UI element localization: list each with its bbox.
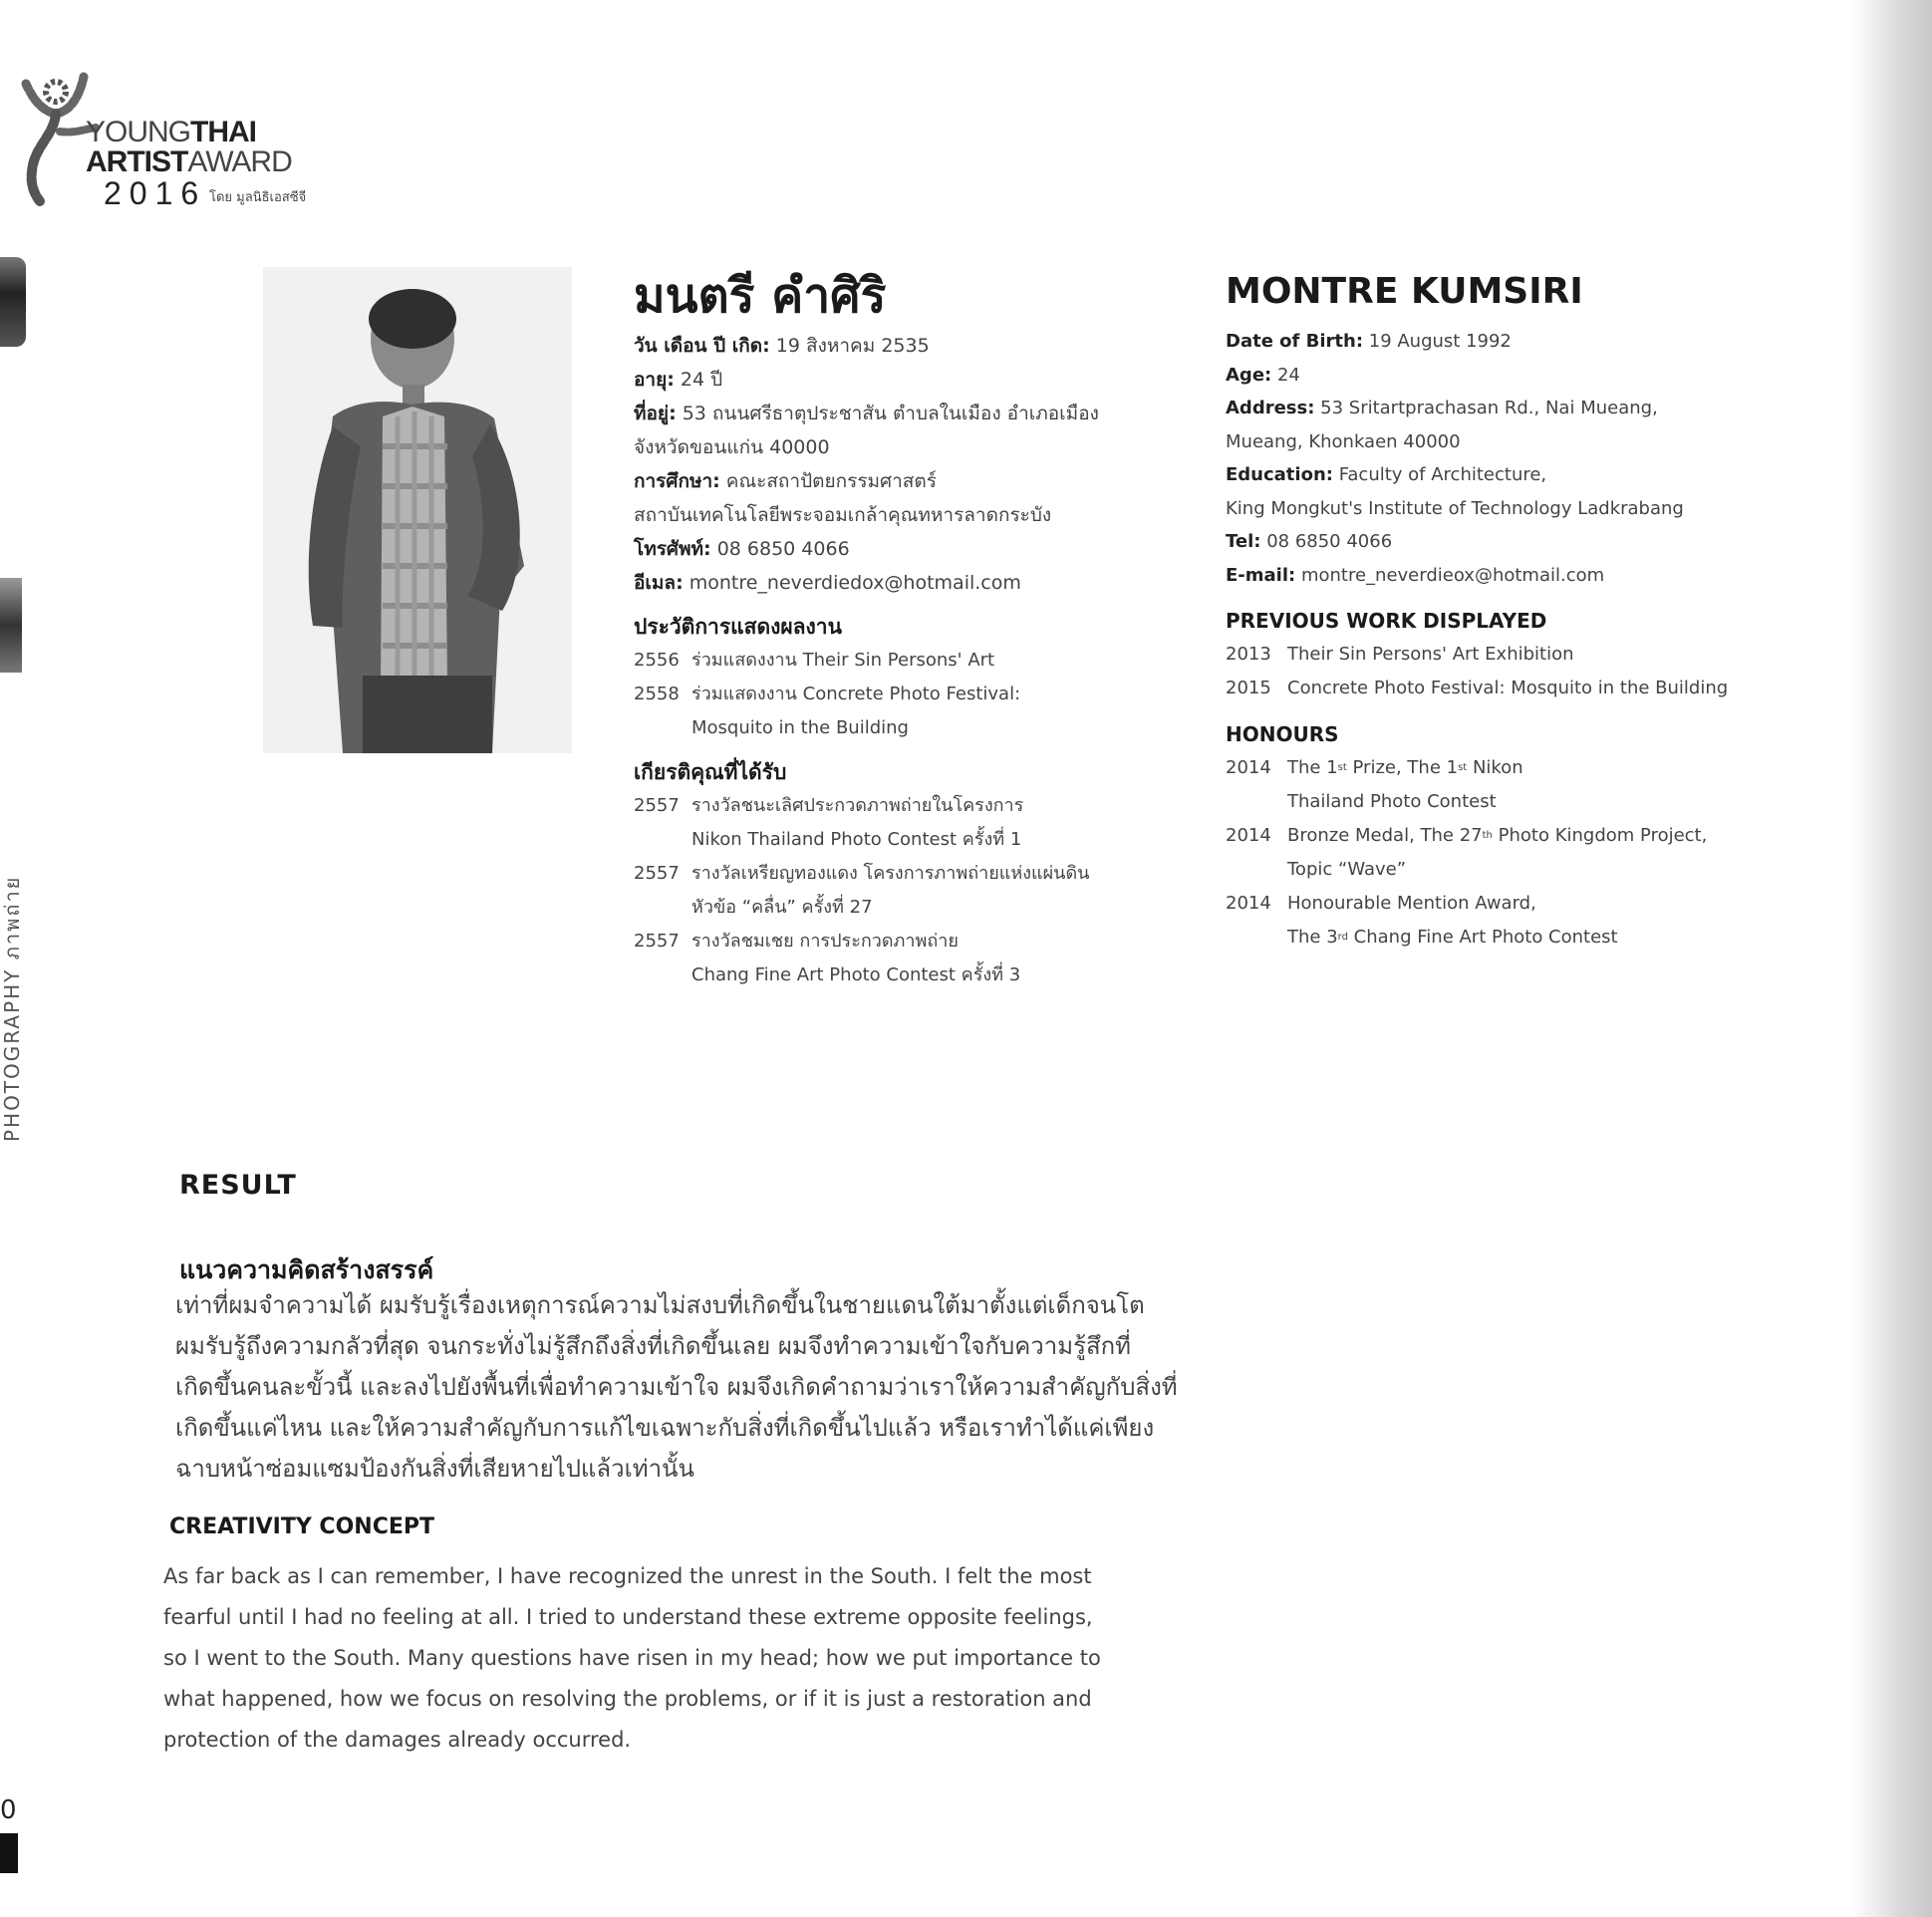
ordinal-suffix: st: [1458, 762, 1468, 773]
english-field-row: [1226, 425, 1823, 459]
work-year: 2015: [1226, 678, 1271, 698]
artist-name-thai: มนตรี คำศิริ: [634, 268, 887, 324]
work-item-continuation: [634, 711, 1192, 745]
field-value: montre_neverdiedox@hotmail.com: [683, 572, 1021, 594]
paragraph-line: ฉาบหน้าซ่อมแซมป้องกันสิ่งที่เสียหายไปแล้วเท่านั้น: [175, 1455, 694, 1483]
work-year: 2556: [634, 650, 680, 671]
page-gutter-shade: [1852, 0, 1932, 1917]
paragraph-line: what happened, how we focus on resolving the problems, or if it is just a restoration and: [163, 1687, 1092, 1711]
field-value: 08 6850 4066: [710, 538, 850, 560]
honour-item-continuation: [634, 958, 1192, 992]
honour-year: 2014: [1226, 757, 1271, 778]
honour-item-continuation: [634, 823, 1192, 857]
works-heading-thai: ประวัติการแสดงผลงาน: [634, 615, 842, 639]
field-label: E-mail:: [1226, 564, 1296, 586]
page-number: 0: [0, 1795, 17, 1825]
field-label: ที่อยู่:: [634, 403, 677, 424]
honour-text: Bronze Medal, The 27: [1287, 825, 1483, 846]
ordinal-suffix: th: [1482, 830, 1493, 841]
honour-text: หัวข้อ “คลื่น” ครั้งที่ 27: [691, 897, 873, 918]
work-text: ร่วมแสดงงาน Concrete Photo Festival:: [691, 684, 1021, 704]
concept-heading-english: CREATIVITY CONCEPT: [169, 1514, 434, 1539]
honour-text: The 1: [1287, 757, 1338, 778]
field-value: 19 August 1992: [1363, 331, 1512, 352]
honour-item: [1226, 887, 1823, 921]
result-heading: RESULT: [179, 1170, 297, 1201]
work-item: [634, 678, 1192, 711]
honour-item-continuation: [634, 891, 1192, 925]
work-year: 2013: [1226, 644, 1271, 665]
artist-portrait-photo: [263, 267, 572, 753]
thai-field-row: [634, 363, 1192, 397]
paragraph-line: fearful until I had no feeling at all. I tried to understand these extreme opposite feelings,: [163, 1605, 1093, 1629]
honour-text: The 3: [1287, 927, 1338, 948]
works-heading-english: PREVIOUS WORK DISPLAYED: [1226, 609, 1547, 633]
field-label: การศึกษา:: [634, 470, 720, 492]
work-text: ร่วมแสดงงาน Their Sin Persons' Art: [691, 650, 995, 671]
honours-heading-english: HONOURS: [1226, 722, 1339, 746]
honour-text: Prize, The 1: [1346, 757, 1459, 778]
field-value: Faculty of Architecture,: [1332, 464, 1547, 485]
field-value: 53 Sritartprachasan Rd., Nai Mueang,: [1314, 398, 1658, 418]
field-value: Mueang, Khonkaen 40000: [1226, 430, 1461, 452]
field-value: King Mongkut's Institute of Technology Ladkrabang: [1226, 497, 1684, 519]
honour-text: Nikon Thailand Photo Contest ครั้งที่ 1: [691, 829, 1022, 850]
honour-text: รางวัลเหรียญทองแดง โครงการภาพถ่ายแห่งแผ่นดิน: [691, 863, 1090, 884]
paragraph-line: so I went to the South. Many questions have risen in my head; how we put importance to: [163, 1646, 1101, 1670]
thai-field-row: [634, 329, 1192, 363]
honour-year: 2557: [634, 863, 680, 884]
field-label: Age:: [1226, 364, 1272, 386]
concept-heading-thai: แนวความคิดสร้างสรรค์: [179, 1255, 434, 1284]
artist-name-english: MONTRE KUMSIRI: [1226, 271, 1583, 312]
film-strip-fragment: [0, 578, 22, 673]
field-value: 53 ถนนศรีธาตุประชาสัน ตำบลในเมือง อำเภอเมือง: [676, 403, 1099, 424]
field-value: 19 สิงหาคม 2535: [769, 335, 930, 357]
paragraph-line: เกิดขึ้นแค่ไหน และให้ความสำคัญกับการแก้ไขเฉพาะกับสิ่งที่เกิดขึ้นไปแล้ว หรือเราทำได้แค่เพียง: [175, 1414, 1155, 1442]
honour-year: 2557: [634, 931, 680, 952]
paragraph-line: protection of the damages already occurred.: [163, 1728, 632, 1752]
field-label: Date of Birth:: [1226, 331, 1364, 352]
work-text: Mosquito in the Building: [691, 717, 909, 738]
english-field-row: [1226, 392, 1823, 425]
honour-text: Honourable Mention Award,: [1287, 893, 1536, 914]
english-field-row: [1226, 359, 1823, 393]
logo-line-young-thai: YOUNGTHAI: [86, 116, 257, 148]
work-text: Their Sin Persons' Art Exhibition: [1287, 644, 1574, 665]
concept-body-english: [163, 1556, 1230, 1761]
thai-field-row: [634, 430, 1192, 464]
honours-heading-thai: เกียรติคุณที่ได้รับ: [634, 760, 787, 784]
thai-field-row: [634, 397, 1192, 430]
section-side-label: PHOTOGRAPHY ภาพถ่าย: [0, 875, 24, 1142]
honour-text: Topic “Wave”: [1287, 859, 1407, 880]
honour-text: Chang Fine Art Photo Contest ครั้งที่ 3: [691, 964, 1021, 985]
work-item: [634, 644, 1192, 678]
thai-field-row: [634, 532, 1192, 566]
thai-profile-column: [634, 269, 1192, 992]
ordinal-suffix: rd: [1337, 932, 1348, 943]
field-value: 24: [1271, 364, 1300, 386]
page-marker-bar: [0, 1833, 18, 1873]
honour-item: [634, 925, 1192, 958]
english-field-row: [1226, 525, 1823, 559]
thai-field-row: [634, 464, 1192, 498]
logo-line-artist-award: ARTISTAWARD: [86, 145, 292, 178]
paragraph-line: As far back as I can remember, I have recognized the unrest in the South. I felt the most: [163, 1564, 1092, 1588]
thai-field-row: [634, 498, 1192, 532]
honour-item-continuation: [1226, 853, 1823, 887]
honour-item: [634, 789, 1192, 823]
honour-year: 2014: [1226, 825, 1271, 846]
english-field-row: [1226, 559, 1823, 593]
honour-item: [634, 857, 1192, 891]
field-value: จังหวัดขอนแก่น 40000: [634, 436, 830, 458]
honour-item-continuation: [1226, 785, 1823, 819]
honour-text: Photo Kingdom Project,: [1492, 825, 1708, 846]
honour-text: Thailand Photo Contest: [1287, 791, 1497, 812]
english-field-row: [1226, 325, 1823, 359]
work-item: [1226, 638, 1823, 672]
field-label: Education:: [1226, 464, 1333, 485]
field-label: Address:: [1226, 398, 1315, 418]
field-value: 08 6850 4066: [1260, 531, 1393, 552]
honour-text: Chang Fine Art Photo Contest: [1347, 927, 1618, 948]
english-profile-column: [1226, 269, 1823, 955]
young-thai-artist-award-logo: [14, 62, 313, 211]
field-label: วัน เดือน ปี เกิด:: [634, 335, 770, 357]
honour-text: รางวัลชนะเลิศประกวดภาพถ่ายในโครงการ: [691, 795, 1024, 816]
honour-item-continuation: [1226, 921, 1823, 955]
field-value: montre_neverdieox@hotmail.com: [1295, 564, 1605, 586]
logo-sponsor: โดย มูลนิธิเอสซีจี: [209, 190, 307, 205]
concept-body-thai: [175, 1285, 1232, 1490]
field-value: คณะสถาปัตยกรรมศาสตร์: [719, 470, 937, 492]
english-field-row: [1226, 492, 1823, 526]
paragraph-line: ผมรับรู้ถึงความกลัวที่สุด จนกระทั่งไม่รู้สึกถึงสิ่งที่เกิดขึ้นเลย ผมจึงทำความเข้าใจกับความรู้สึกที่: [175, 1332, 1131, 1360]
honour-year: 2557: [634, 795, 680, 816]
work-text: Concrete Photo Festival: Mosquito in the Building: [1287, 678, 1729, 698]
paragraph-line: เกิดขึ้นคนละขั้วนี้ และลงไปยังพื้นที่เพื่อทำความเข้าใจ ผมจึงเกิดคำถามว่าเราให้ความสำคัญกับสิ่งที่: [175, 1373, 1178, 1401]
field-label: อีเมล:: [634, 572, 684, 594]
english-field-row: [1226, 458, 1823, 492]
field-label: โทรศัพท์:: [634, 538, 711, 560]
ordinal-suffix: st: [1337, 762, 1347, 773]
film-reel-fragment: [0, 257, 26, 347]
field-label: อายุ:: [634, 369, 675, 391]
field-value: 24 ปี: [674, 369, 723, 391]
paragraph-line: เท่าที่ผมจำความได้ ผมรับรู้เรื่องเหตุการณ์ความไม่สงบที่เกิดขึ้นในชายแดนใต้มาตั้งแต่เด็กจนโต: [175, 1291, 1145, 1319]
honour-item: [1226, 751, 1823, 785]
logo-year: 2016: [104, 175, 207, 211]
honour-year: 2014: [1226, 893, 1271, 914]
work-year: 2558: [634, 684, 680, 704]
field-value: สถาบันเทคโนโลยีพระจอมเกล้าคุณทหารลาดกระบัง: [634, 504, 1052, 526]
honour-text: รางวัลชมเชย การประกวดภาพถ่าย: [691, 931, 959, 952]
field-label: Tel:: [1226, 531, 1261, 552]
honour-item: [1226, 819, 1823, 853]
thai-field-row: [634, 566, 1192, 600]
work-item: [1226, 672, 1823, 705]
honour-text: Nikon: [1467, 757, 1523, 778]
